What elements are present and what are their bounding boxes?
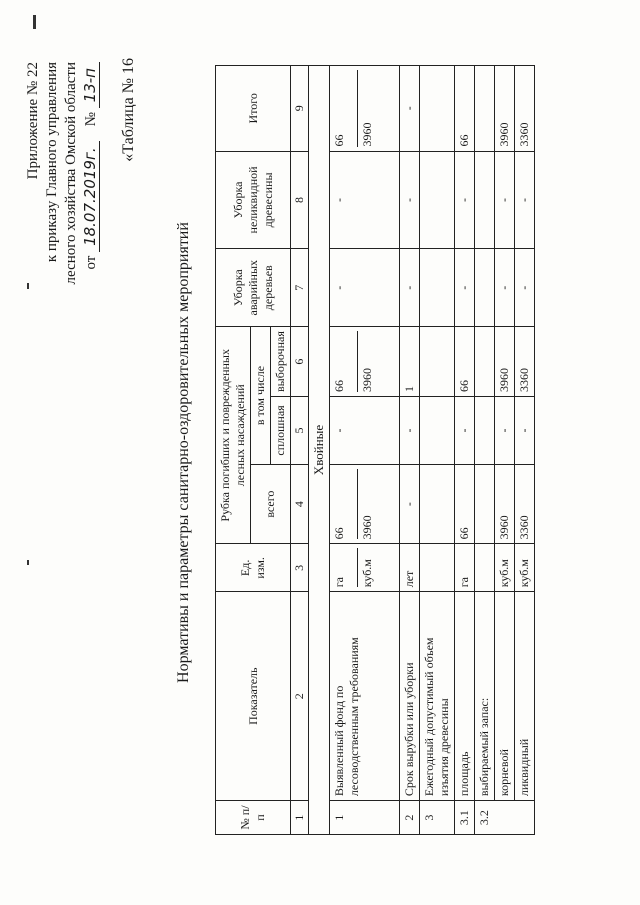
col-illiquid: Уборка неликвидной древесины [216, 151, 291, 249]
row-clear [420, 396, 455, 464]
col-number: 4 [291, 464, 309, 544]
unit-volume: куб.м [357, 548, 375, 587]
row-illiquid [420, 151, 455, 249]
column-number-row [291, 66, 309, 835]
selective-area: 66 [332, 379, 346, 392]
col-unit: Ед. изм. [216, 544, 291, 592]
row-total [330, 464, 400, 544]
row-unit [420, 544, 455, 592]
row-illiquid [475, 151, 495, 249]
row-selective: 3960 [495, 327, 515, 397]
col-emergency: Уборка аварийных деревьев [216, 249, 291, 327]
row-sum [475, 66, 495, 152]
row-total: 3360 [515, 464, 535, 544]
row-clear: - [495, 396, 515, 464]
row-unit: лет [400, 544, 420, 592]
row-num: 1 [330, 801, 400, 835]
row-illiquid: - [330, 151, 400, 249]
row-emergency: - [515, 249, 535, 327]
col-number: 7 [291, 249, 309, 327]
col-indicator: Показатель [216, 592, 291, 801]
table-row [455, 66, 475, 835]
col-sum: Итого [216, 66, 291, 152]
row-indicator: Срок вырубки или уборки [400, 592, 420, 801]
row-clear: - [400, 396, 420, 464]
table-label: «Таблица № 16 [120, 58, 137, 162]
col-number: 8 [291, 151, 309, 249]
number-prefix: № [83, 112, 99, 127]
row-indicator: Ежегодный допустимый объем изъятия древесины [420, 592, 455, 801]
row-selective: 1 [400, 327, 420, 397]
handwritten-order-number: 13-п [81, 62, 100, 108]
col-selective: выборочная [271, 327, 291, 397]
row-indicator: корневой [495, 592, 515, 801]
table-row [475, 66, 495, 835]
row-emergency [420, 249, 455, 327]
col-number: 6 [291, 327, 309, 397]
table-row [400, 66, 420, 835]
row-clear: - [515, 396, 535, 464]
col-felling-group: Рубка погибших и поврежденных лесных насаждений [216, 327, 251, 544]
row-num: 3 [420, 801, 455, 835]
col-num: № п/п [216, 801, 291, 835]
section-label: Хвойные [309, 66, 330, 835]
issuing-authority: лесного хозяйства Омской области [63, 62, 79, 285]
date-prefix: от [83, 255, 99, 270]
total-area: 66 [332, 527, 346, 540]
row-illiquid: - [400, 151, 420, 249]
order-reference: к приказу Главного управления [44, 62, 60, 263]
row-selective [420, 327, 455, 397]
order-date-line [81, 62, 101, 284]
table-row [330, 66, 400, 835]
row-num: 3.2 [475, 801, 535, 835]
total-volume: 3960 [357, 469, 375, 540]
table-row [495, 66, 515, 835]
row-selective [330, 327, 400, 397]
row-num: 2 [400, 801, 420, 835]
row-indicator: ликвидный [515, 592, 535, 801]
col-number: 2 [291, 592, 309, 801]
row-indicator: Выявленный фонд по лесоводственным требованиям [330, 592, 400, 801]
document-header [24, 62, 101, 284]
row-sum: 66 [455, 66, 475, 152]
handwritten-date: 18.07.2019г. [81, 141, 100, 252]
row-indicator: площадь [455, 592, 475, 801]
row-unit: куб.м [495, 544, 515, 592]
col-total: всего [251, 464, 291, 544]
row-clear: - [455, 396, 475, 464]
table-row [515, 66, 535, 835]
col-number: 1 [291, 801, 309, 835]
col-number: 5 [291, 396, 309, 464]
col-clear: сплошная [271, 396, 291, 464]
row-illiquid: - [495, 151, 515, 249]
row-total: - [400, 464, 420, 544]
row-sum: 3960 [495, 66, 515, 152]
col-number: 9 [291, 66, 309, 152]
row-total: 3960 [495, 464, 515, 544]
row-sum: 3360 [515, 66, 535, 152]
col-number: 3 [291, 544, 309, 592]
section-row [309, 66, 330, 835]
row-clear: - [330, 396, 400, 464]
row-sum [330, 66, 400, 152]
row-sum [420, 66, 455, 152]
row-num: 3.1 [455, 801, 475, 835]
row-emergency: - [330, 249, 400, 327]
row-selective [475, 327, 495, 397]
sum-area: 66 [332, 134, 346, 147]
row-unit: куб.м [515, 544, 535, 592]
col-including: в том числе [251, 327, 271, 465]
table-header-row [216, 66, 251, 835]
row-indicator: выбираемый запас: [475, 592, 495, 801]
row-illiquid: - [515, 151, 535, 249]
row-emergency: - [495, 249, 515, 327]
row-unit [475, 544, 495, 592]
row-unit [330, 544, 400, 592]
row-emergency: - [455, 249, 475, 327]
row-emergency: - [400, 249, 420, 327]
row-illiquid: - [455, 151, 475, 249]
document-title: Нормативы и параметры санитарно-оздоровительных мероприятий [175, 222, 192, 683]
row-selective: 3360 [515, 327, 535, 397]
row-unit: га [455, 544, 475, 592]
appendix-number: Приложение № 22 [25, 62, 41, 180]
unit-area: га [332, 577, 346, 588]
norms-table [215, 65, 535, 835]
row-selective: 66 [455, 327, 475, 397]
row-total [475, 464, 495, 544]
row-total [420, 464, 455, 544]
row-clear [475, 396, 495, 464]
row-total: 66 [455, 464, 475, 544]
selective-volume: 3960 [357, 331, 375, 392]
table-row [420, 66, 455, 835]
sum-volume: 3960 [357, 70, 375, 147]
row-sum: - [400, 66, 420, 152]
row-emergency [475, 249, 495, 327]
